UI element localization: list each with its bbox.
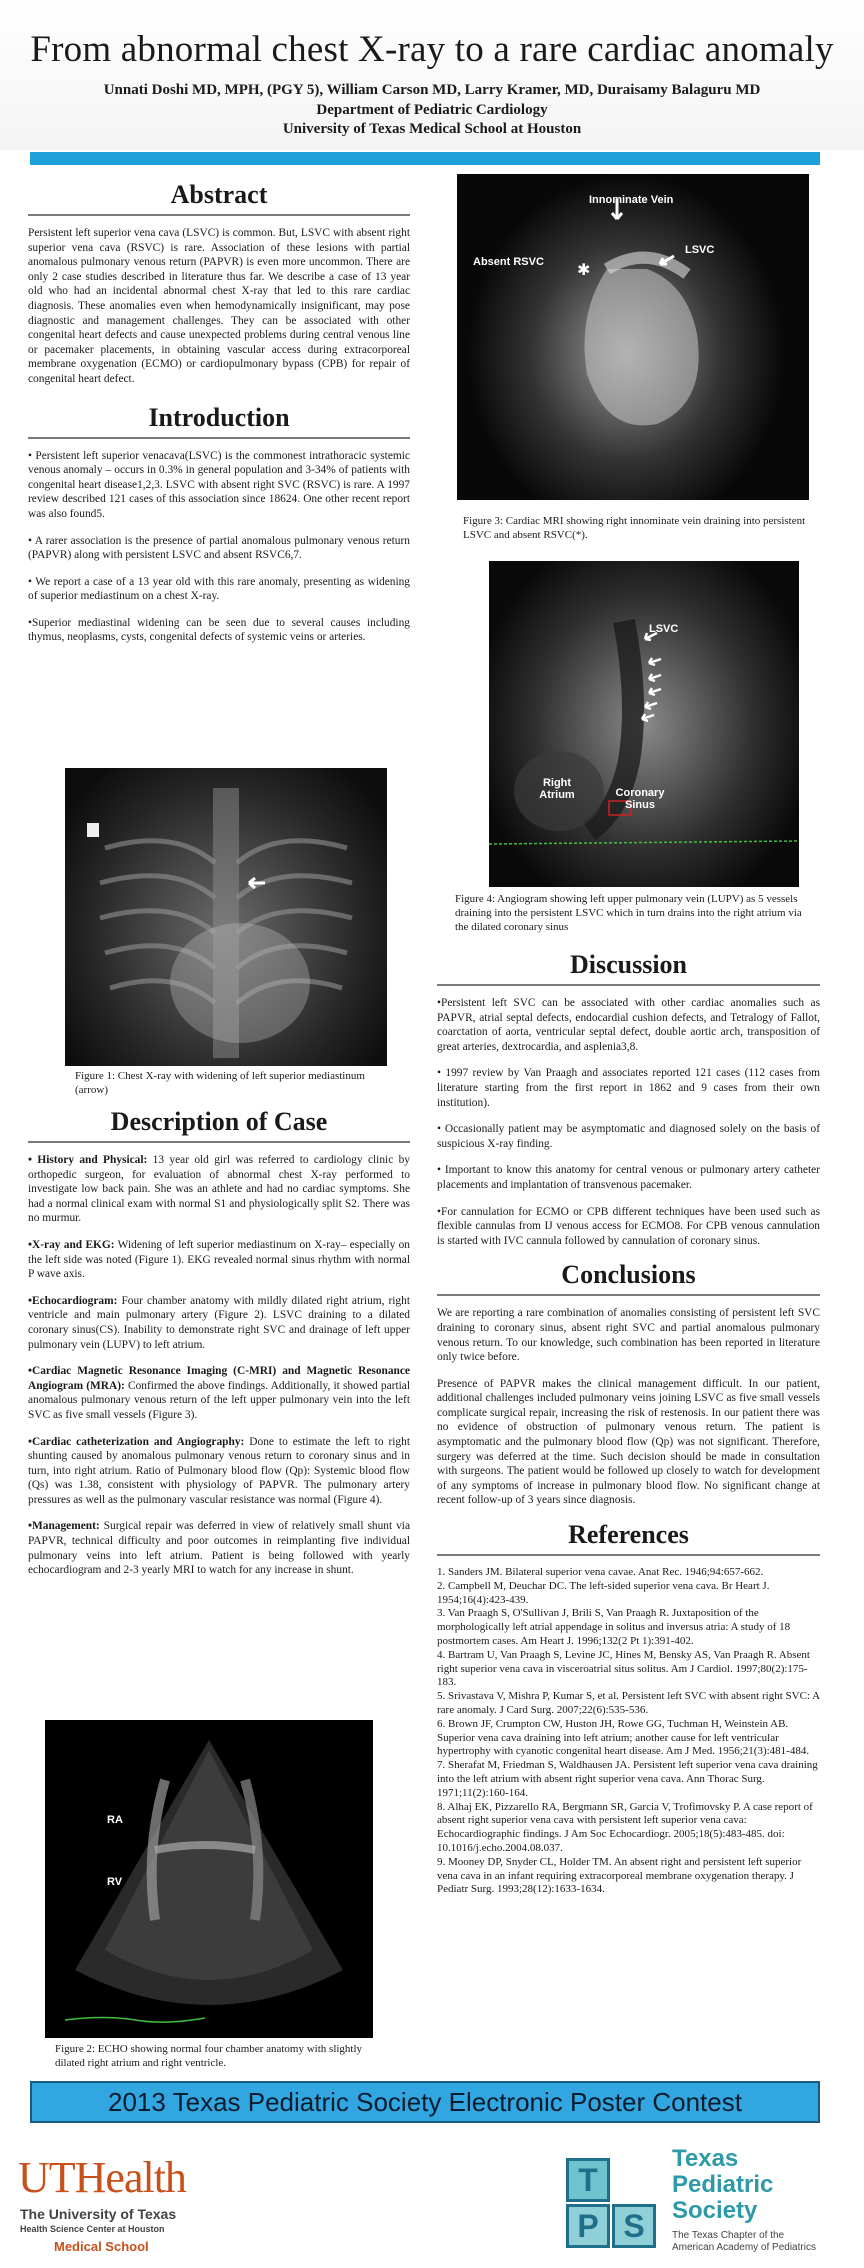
divider bbox=[437, 1554, 820, 1556]
divider bbox=[437, 1294, 820, 1296]
figure2-caption: Figure 2: ECHO showing normal four chamber anatomy with slightly dilated right atrium and right ventricle. bbox=[55, 2043, 363, 2069]
lsvc-label: LSVC bbox=[649, 623, 679, 635]
divider bbox=[437, 984, 820, 986]
tps-tagline2: American Academy of Pediatrics bbox=[672, 2242, 816, 2253]
case-item: •Management: Surgical repair was deferred in view of relatively small shunt via PAPVR, technical difficulty and poor outcomes in reimplanting five individual pulmonary veins into left atrium. Patient is being followed with yearly echocardiogram and 2-3 yearly MRI to watch for any increase in shunt. bbox=[28, 1520, 410, 1577]
ra-label: RA bbox=[107, 1814, 123, 1826]
case-item-label: Cardiac Magnetic Resonance Imaging (C-MRI) and Magnetic Resonance Angiogram (MRA): bbox=[28, 1365, 410, 1392]
header-accent-bar bbox=[30, 152, 820, 165]
absent-rsvc-label: Absent RSVC bbox=[473, 256, 544, 268]
right-atrium-label: Right Atrium bbox=[539, 777, 575, 801]
tps-name-line1: Texas bbox=[672, 2145, 739, 2172]
figure4-caption: Figure 4: Angiogram showing left upper pulmonary vein (LUPV) as 5 vessels draining into the persistent LSVC which in turn drains into the right atrium via the dilated coronary sinus bbox=[455, 893, 802, 933]
angiogram-image bbox=[489, 561, 799, 887]
figure3-caption: Figure 3: Cardiac MRI showing right innominate vein draining into persistent LSVC and absent RSVC(*). bbox=[463, 515, 806, 541]
echo-image bbox=[45, 1720, 373, 2038]
reference-item: 7. Sherafat M, Friedman S, Waldhausen JA. Persistent left superior vena cava draining into the left atrium with absent right superior vena cava. Ann Thorac Surg. 1971;11(2):160-164. bbox=[437, 1759, 818, 1799]
abstract-text: Persistent left superior vena cava (LSVC) is common. But, LSVC with absent right superior vena cava (RSVC) is rare. Association of these lesions with partial anomalous pulmonary venous return (PAPVR) is even more uncommon. There are only 2 case studies described in literature thus far. We describe a case of 13 year old who had an incidental abnormal chest X-ray that led to this rare cardiac diagnosis. These anomalies even when hemodynamically insignificant, may pose diagnostic and management challenges. They can be associated with other congenital heart defects and cause unexpected problems during central venous line or pacemaker placements, in obtaining vascular access during extracorporeal membrane oxygenation (ECMO) or cardiopulmonary bypass (CPB) for repair of congenital heart defect. bbox=[28, 227, 410, 385]
reference-item: 2. Campbell M, Deuchar DC. The left-sided superior vena cava. Br Heart J. 1954;16(4):423-439. bbox=[437, 1579, 770, 1606]
logo-line3: Medical School bbox=[54, 2239, 149, 2254]
case-item-label: History and Physical: bbox=[37, 1154, 148, 1166]
case-item: •Cardiac catheterization and Angiography: Done to estimate the left to right shunting caused by anomalous pulmonary venous return to coronary sinus and in turn, into right atrium. Ratio of Pulmonary blood flow (Qp): Systemic blood flow (Qs) was 1.38, consistent with physiology of PAPVR. The pulmonary artery pressures as well as the pulmonary vascular resistance was normal (Figure 4). bbox=[28, 1435, 410, 1506]
coronary-sinus-label: Coronary Sinus bbox=[615, 787, 665, 811]
reference-item: 6. Brown JF, Crumpton CW, Huston JH, Rowe GG, Tuchman H, Weinstein AB. Superior vena cava draining into left atrium; another cause for left ventricular hypertrophy with cyanotic congenital heart disease. Am J Med. 1956;21(3):481-484. bbox=[437, 1717, 810, 1758]
intro-paragraph: • Persistent left superior venacava(LSVC) is the commonest intrathoracic systemic venous anomaly – occurs in 0.3% in general population and 3-34% of patients with congenital heart disease1,2,3. LSVC with absent right SVC (RSVC) is rare. A 1997 review described 121 cases of this association since 18624. One other recent report was also found5. bbox=[28, 449, 410, 520]
case-item-label: Management: bbox=[32, 1520, 100, 1533]
divider bbox=[28, 214, 410, 216]
logo-line1: The University of Texas bbox=[20, 2206, 177, 2222]
uthealth-logo bbox=[14, 2140, 254, 2260]
block-letter: S bbox=[612, 2204, 656, 2248]
case-item-text: Widening of left superior mediastinum on X-ray– especially on the left side was noted (Figure 1). EKG revealed normal sinus rhythm with normal P wave axis. bbox=[28, 1238, 410, 1281]
case-item-text: 13 year old girl was referred to cardiology clinic by orthopedic surgeon, for evaluation of abnormal chest X-ray performed to investigate low back pain. She was an athlete and had no cardiac symptoms. She had a normal clinical exam with normal S1 and physiologically split S2. There was no murmur. bbox=[28, 1154, 410, 1225]
block-letter: T bbox=[566, 2158, 610, 2202]
rv-label: RV bbox=[107, 1876, 123, 1888]
svg-text:✱: ✱ bbox=[577, 262, 591, 279]
abstract-heading: Abstract bbox=[170, 180, 268, 209]
intro-paragraph: • We report a case of a 13 year old with this rare anomaly, presenting as widening of superior mediastinum on a chest X-ray. bbox=[28, 575, 410, 603]
case-item-text: Surgical repair was deferred in view of relatively small shunt via PAPVR, technical difficulty and poor outcomes in reimplanting five individual pulmonary veins into left atrium. Patient is being followed with yearly echocardiogram and 2-3 yearly MRI to watch for any increase in shunt. bbox=[28, 1520, 410, 1577]
contest-banner: 2013 Texas Pediatric Society Electronic Poster Contest bbox=[30, 2081, 820, 2123]
introduction-heading: Introduction bbox=[148, 402, 290, 432]
case-item: •Echocardiogram: Four chamber anatomy with mildly dilated right atrium, right ventricle and main pulmonary artery (Figure 2). LSVC draining to a dilated coronary sinus(CS). Inability to demonstrate right SVC and drainage of left upper pulmonary vein (LUPV) to left atrium. bbox=[28, 1294, 410, 1351]
reference-item: 9. Mooney DP, Snyder CL, Holder TM. An absent right and persistent left superior vena cava in an infant requiring extracorporeal membrane oxygenation therapy. J Pediatr Surg. 1993;28(12):1633-1634. bbox=[437, 1855, 802, 1896]
discussion-paragraph: •For cannulation for ECMO or CPB different techniques have been used such as flexible cannulas from IJ venous access for ECMO8. For CPB venous cannulation is started with IVC cannula followed by cannulation of coronary sinus. bbox=[437, 1205, 820, 1247]
case-item-text: Confirmed the above findings. Additionally, it showed partial anomalous pulmonary venous return of the left upper pulmonary vein into the left SVC as five small vessels (Figure 3). bbox=[28, 1379, 410, 1421]
tps-logo bbox=[562, 2140, 822, 2264]
reference-item: 4. Bartram U, Van Praagh S, Levine JC, Hines M, Bensky AS, Van Praagh R. Absent right superior vena cava in visceroatrial situs solitus. Am J Cardiol. 1997;80(2):175-183. bbox=[437, 1648, 810, 1689]
tps-tagline1: The Texas Chapter of the bbox=[672, 2230, 785, 2241]
chest-xray-image bbox=[65, 768, 387, 1066]
cardiac-mri-image bbox=[457, 174, 809, 500]
figure1-caption: Figure 1: Chest X-ray with widening of left superior mediastinum (arrow) bbox=[75, 1070, 365, 1096]
poster-title: From abnormal chest X-ray to a rare cardiac anomaly bbox=[30, 29, 834, 70]
intro-paragraph: •Superior mediastinal widening can be seen due to several causes including thymus, neoplasms, cysts, congenital defects of systemic veins or arteries. bbox=[28, 616, 410, 644]
description-heading: Description of Case bbox=[110, 1107, 328, 1136]
reference-item: 3. Van Praagh S, O'Sullivan J, Brili S, Van Praagh R. Juxtaposition of the morphologically left atrial appendage in solitus and inversus atria: A study of 18 postmortem cases. Am Heart J. 1996;132(2 Pt 1):391-402. bbox=[437, 1607, 791, 1648]
discussion-paragraph: • 1997 review by Van Praagh and associates reported 121 cases (112 cases from literature starting from the first report in 1862 and 9 cases from their own institution). bbox=[437, 1067, 820, 1109]
discussion-paragraph: •Persistent left SVC can be associated with other cardiac anomalies such as PAPVR, atrial septal defects, endocardial cushion defects, and Tetralogy of Fallot, coarctation of aorta, ventricular septal defect, double aortic arch, transposition of great arteries, dextrocardia, and asplenia3,8. bbox=[437, 997, 820, 1053]
poster-header bbox=[0, 0, 864, 150]
lsvc-label: LSVC bbox=[685, 244, 715, 256]
discussion-heading: Discussion bbox=[569, 950, 688, 979]
institution: University of Texas Medical School at Houston bbox=[282, 121, 582, 137]
discussion-paragraph: • Occasionally patient may be asymptomatic and diagnosed solely on the basis of suspicious X-ray finding. bbox=[437, 1123, 820, 1150]
logo-line2: Health Science Center at Houston bbox=[20, 2224, 165, 2234]
discussion-paragraph: • Important to know this anatomy for central venous or pulmonary artery catheter placements and implantation of transvenous pacemaker. bbox=[437, 1164, 820, 1191]
case-item-label: Cardiac catheterization and Angiography: bbox=[32, 1435, 245, 1448]
case-item-label: Echocardiogram: bbox=[32, 1294, 118, 1307]
divider bbox=[28, 1141, 410, 1143]
case-item-text: Four chamber anatomy with mildly dilated right atrium, right ventricle and main pulmonary artery (Figure 2). LSVC draining to a dilated coronary sinus(CS). Inability to demonstrate right SVC and drainage of left upper pulmonary vein (LUPV) to left atrium. bbox=[28, 1294, 410, 1351]
block-letter: P bbox=[566, 2204, 610, 2248]
case-item-text: Done to estimate the left to right shunting caused by anomalous pulmonary venous return to coronary sinus and in turn, into right atrium. Ratio of Pulmonary blood flow (Qp): Systemic blood flow (Qs) was 1.38, consistent with physiology of PAPVR. The pulmonary artery pressures as well as the pulmonary vascular resistance was normal (Figure 4). bbox=[28, 1435, 410, 1506]
case-item: • History and Physical: 13 year old girl was referred to cardiology clinic by orthopedic surgeon, for evaluation of abnormal chest X-ray performed to investigate low back pain. She was an athlete and had no cardiac symptoms. She had a normal clinical exam with normal S1 and physiologically split S2. There was no murmur. bbox=[28, 1154, 410, 1225]
tps-name-line3: Society bbox=[672, 2197, 758, 2224]
right-column bbox=[437, 950, 820, 1897]
reference-item: 1. Sanders JM. Bilateral superior vena cavae. Anat Rec. 1946;94:657-662. bbox=[437, 1566, 764, 1579]
case-item: •Cardiac Magnetic Resonance Imaging (C-MRI) and Magnetic Resonance Angiogram (MRA): Confirmed the above findings. Additionally, it showed partial anomalous pulmonary venous return of the left upper pulmonary vein into the left SVC as five small vessels (Figure 3). bbox=[28, 1365, 410, 1421]
conclusion-paragraph: We are reporting a rare combination of anomalies consisting of persistent left SVC draining to coronary sinus, absent right SVC and partial anomalous pulmonary venous return. To our knowledge, such combination has been reported in literature only twice before. bbox=[437, 1307, 820, 1364]
reference-item: 8. Alhaj EK, Pizzarello RA, Bergmann SR, Garcia V, Trofimovsky P. A case report of absent right superior vena cava with persistent left superior vena cava: Echocardiographic findings. J Am Soc Echocardiogr. 2005;18(5):483-485. doi: 10.1016/j.echo.2004.08.037. bbox=[437, 1800, 813, 1854]
description-section bbox=[28, 1107, 410, 1590]
case-item: •X-ray and EKG: Widening of left superior mediastinum on X-ray– especially on the left side was noted (Figure 1). EKG revealed normal sinus rhythm with normal P wave axis. bbox=[28, 1238, 410, 1281]
divider bbox=[28, 437, 410, 439]
conclusion-paragraph: Presence of PAPVR makes the clinical management difficult. In our patient, additional challenges included pulmonary veins joining LSVC as five small vessels complicate surgical repair, increasing the risk of restenosis. In our patient there was no evidence of obstruction of pulmonary venous return. The patient is asymptomatic and the pulmonary blood flow (Qp) was not significant. Therefore, surgery was deferred at the time. Such decision should be made in consultation with surgeons. The patient would be followed up closely to watch for development of any symptoms of increase in pulmonary blood flow. No significant change at recent follow-up of 3 years since diagnosis. bbox=[437, 1377, 820, 1507]
conclusions-heading: Conclusions bbox=[561, 1260, 696, 1290]
department: Department of Pediatric Cardiology bbox=[316, 102, 548, 118]
tps-name-line2: Pediatric bbox=[672, 2171, 774, 2198]
logo-brand: UTHealth bbox=[18, 2153, 186, 2202]
reference-list bbox=[437, 1566, 820, 1897]
left-column bbox=[28, 180, 410, 657]
innominate-vein-label: Innominate Vein bbox=[589, 194, 674, 206]
intro-paragraph: • A rarer association is the presence of partial anomalous pulmonary venous return (PAPVR) along with persistent LSVC and absent RSVC6,7. bbox=[28, 534, 410, 562]
references-heading: References bbox=[568, 1520, 689, 1550]
authors: Unnati Doshi MD, MPH, (PGY 5), William Carson MD, Larry Kramer, MD, Duraisamy Balaguru MD bbox=[103, 82, 761, 98]
case-item-label: X-ray and EKG: bbox=[32, 1238, 115, 1251]
reference-item: 5. Srivastava V, Mishra P, Kumar S, et al. Persistent left SVC with absent right SVC: A rare anomaly. J Card Surg. 2007;22(6):535-536. bbox=[437, 1690, 820, 1716]
